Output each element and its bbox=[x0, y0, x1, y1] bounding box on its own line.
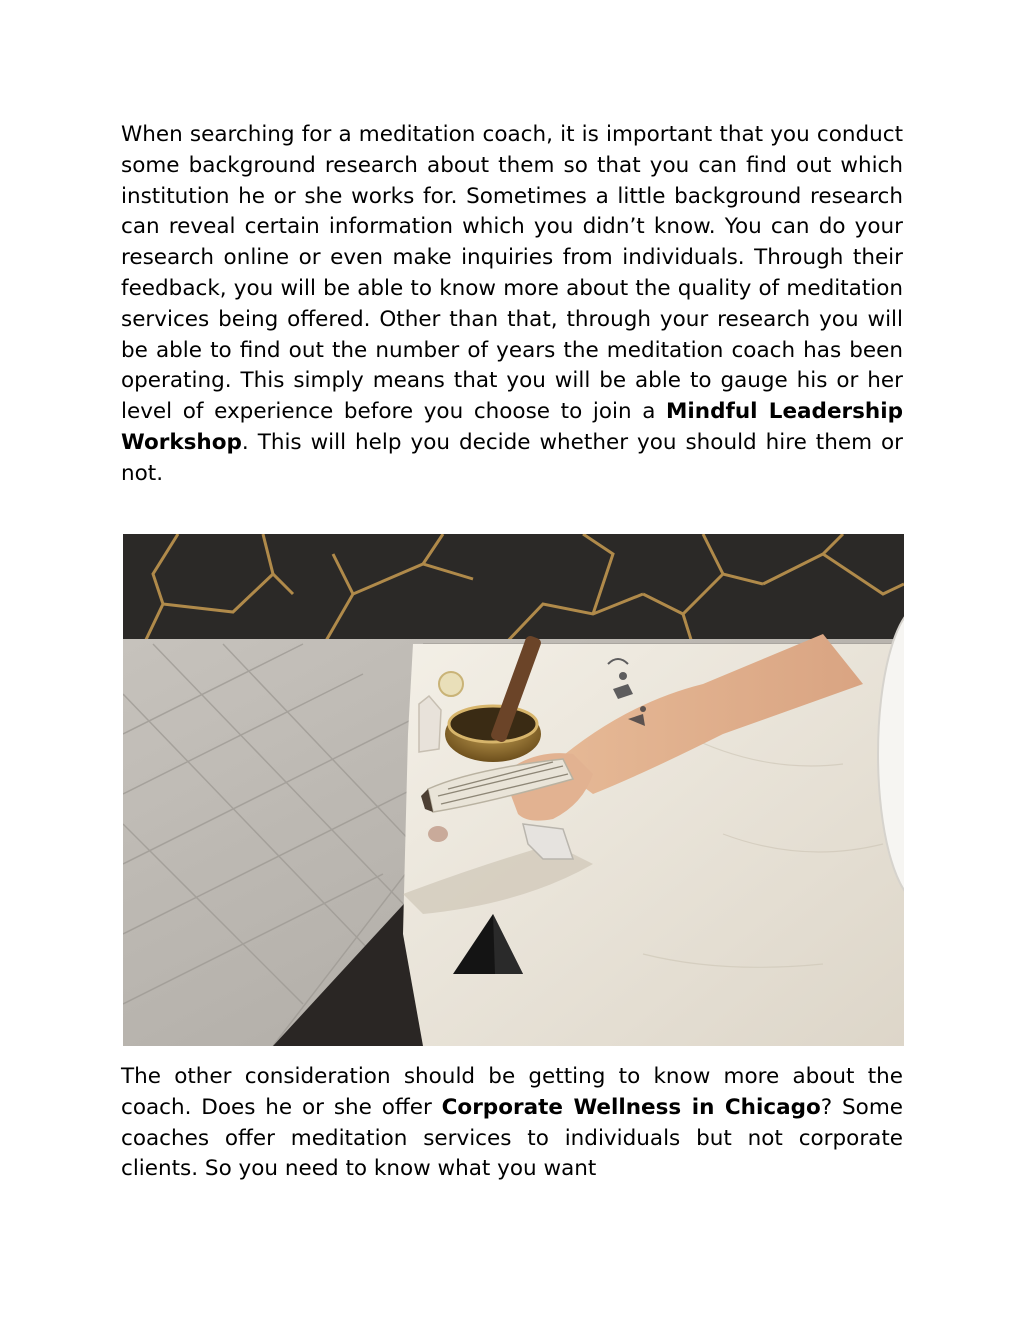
mindful-leadership-workshop-link[interactable]: Mindful Leadership Workshop bbox=[121, 399, 903, 455]
meditation-photo bbox=[123, 534, 904, 1046]
logo-emblem bbox=[439, 672, 463, 696]
paragraph-text: The other consideration should be getting to know more about the coach. Does he or she offer bbox=[121, 1064, 903, 1120]
paragraph-text: . This will help you decide whether you should hire them or not. bbox=[121, 429, 903, 486]
paragraph-text: ? Some coaches offer meditation services to individuals but not corporate clients. So you need to know what you want bbox=[121, 1094, 904, 1182]
corporate-wellness-chicago-link[interactable]: Corporate Wellness in Chicago bbox=[441, 1094, 821, 1120]
paragraph-text: When searching for a meditation coach, it is important that you conduct some background research about them so that you can find out which institution he or she works for. Sometimes a little background research can reveal certain information which you didn’t know. You can do your research online or even make inquiries from individuals. Through their feedback, you will be able to know more about the quality of meditation services being offered. Other than that, through your research you will be able to find out the number of years the meditation coach has been operating. This simply means that you will be able to gauge his or her level of experience before you choose to join a bbox=[121, 122, 903, 425]
stone bbox=[428, 826, 448, 842]
body-paragraph-1 bbox=[121, 120, 903, 490]
body-paragraph-2 bbox=[121, 1062, 903, 1185]
